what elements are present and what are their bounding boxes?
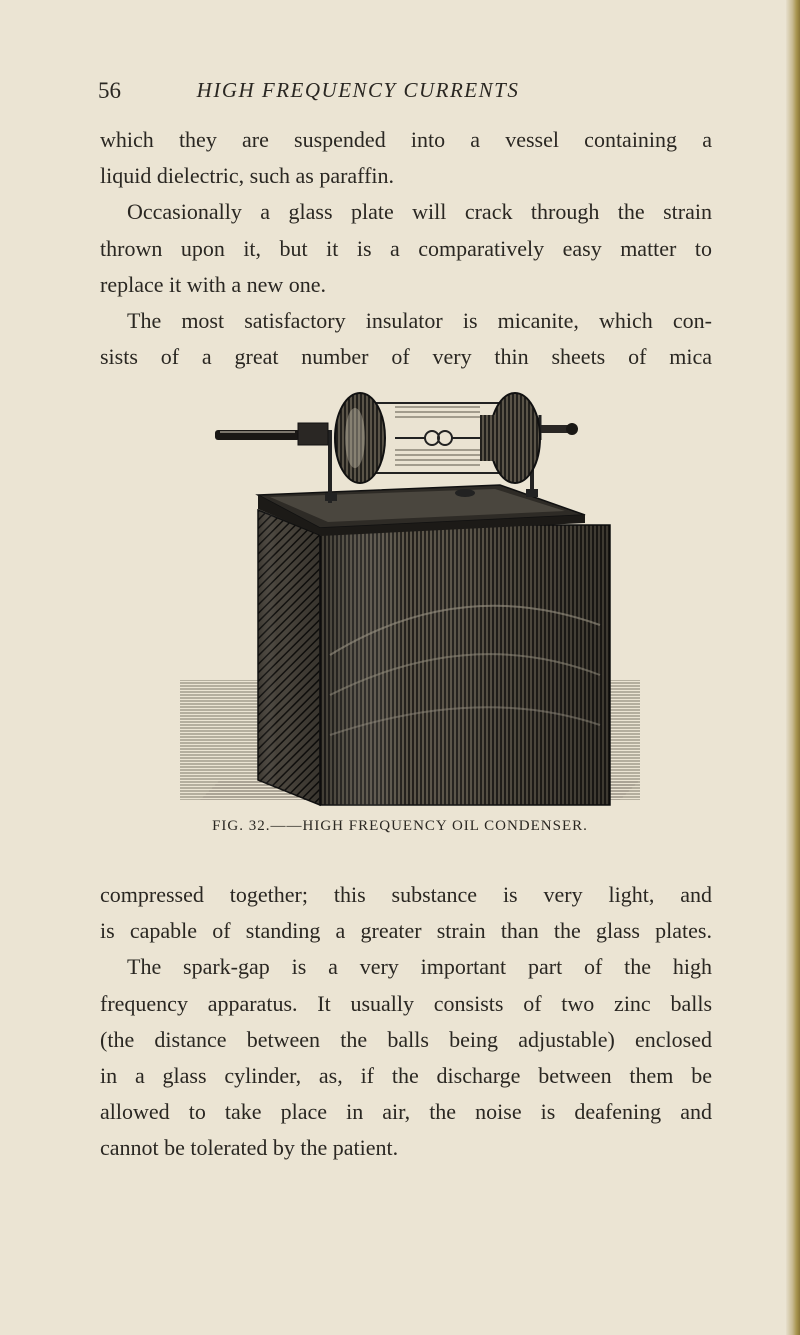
body-text-bottom	[100, 877, 712, 1167]
text-line: which they are suspended into a vessel containing a	[100, 127, 712, 152]
page-header	[98, 78, 618, 108]
figure-caption: FIG. 32.——HIGH FREQUENCY OIL CONDENSER.	[212, 818, 588, 834]
text-line: is capable of standing a greater strain than the glass plates.	[100, 918, 712, 944]
running-head: HIGH FREQUENCY CURRENTS	[196, 78, 520, 102]
page-edge	[786, 0, 800, 1335]
text-line: compressed together; this substance is very light, and	[100, 882, 712, 907]
page-number: 56	[98, 78, 121, 103]
text-line: frequency apparatus. It usually consists of two zinc balls	[100, 990, 712, 1016]
text-line: allowed to take place in air, the noise is deafening and	[100, 1099, 712, 1125]
text-line: in a glass cylinder, as, if the discharge between them be	[100, 1063, 712, 1089]
text-line: cannot be tolerated by the patient.	[100, 1135, 399, 1161]
text-line: replace it with a new one.	[100, 271, 327, 297]
text-line: thrown upon it, but it is a comparatively easy matter to	[100, 235, 712, 261]
text-line: The most satisfactory insulator is micanite, which con-	[127, 308, 712, 334]
text-line: (the distance between the balls being adjustable) enclosed	[100, 1026, 712, 1052]
text-line: The spark-gap is a very important part of the high	[127, 954, 712, 980]
text-line: sists of a great number of very thin sheets of mica	[100, 344, 712, 370]
body-text-top	[100, 122, 712, 375]
text-line: liquid dielectric, such as paraffin.	[100, 163, 395, 189]
text-line: Occasionally a glass plate will crack through the strain	[127, 199, 712, 225]
oil-condenser-illustration	[180, 385, 640, 815]
